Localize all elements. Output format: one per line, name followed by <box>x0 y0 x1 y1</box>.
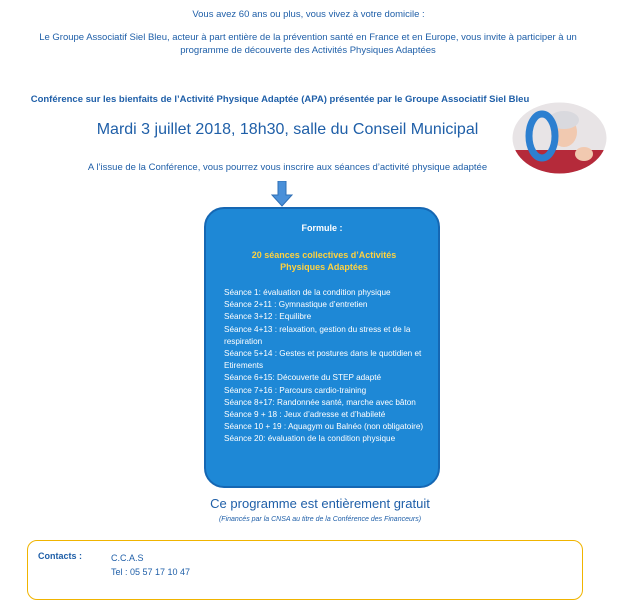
session-list <box>224 287 430 446</box>
intro-line-2: Le Groupe Associatif Siel Bleu, acteur à part entière de la prévention santé en France et en Europe, vous invite à participer à un programme de découverte des Activités Physiques Adaptées <box>39 32 577 56</box>
formule-subtitle: 20 séances collectives d’Activités Physiques Adaptées <box>251 250 397 272</box>
free-program-text: Ce programme est entièrement gratuit <box>210 496 430 511</box>
conference-date: Mardi 3 juillet 2018, 18h30, salle du Conseil Municipal <box>96 121 479 138</box>
session-item: Séance 6+15: Découverte du STEP adapté <box>224 373 382 383</box>
formule-title: Formule : <box>301 223 343 233</box>
session-item: Séance 2+11 : Gymnastique d’entretien <box>224 300 368 310</box>
session-item: Séance 9 + 18 : Jeux d’adresse et d’habileté <box>224 410 386 420</box>
session-item: Séance 8+17: Randonnée santé, marche avec bâton <box>224 397 416 407</box>
contact-phone: Tel : 05 57 17 10 47 <box>111 567 191 577</box>
session-item: Séance 4+13 : relaxation, gestion du stress et de la respiration <box>224 324 411 346</box>
financing-note: (Financés par la CNSA au titre de la Conférence des Financeurs) <box>218 516 422 523</box>
intro-line-1: Vous avez 60 ans ou plus, vous vivez à votre domicile : <box>192 9 425 20</box>
session-item: Séance 3+12 : Equilibre <box>224 312 312 322</box>
contacts-label: Contacts : <box>38 551 83 561</box>
contacts-box <box>27 540 583 600</box>
down-arrow-icon <box>271 181 293 207</box>
formule-box <box>204 207 440 488</box>
session-item: Séance 7+16 : Parcours cardio-training <box>224 385 367 395</box>
session-item: Séance 1: évaluation de la condition physique <box>224 288 391 297</box>
contacts-details <box>111 551 190 579</box>
registration-note: A l’issue de la Conférence, vous pourrez vous inscrire aux séances d’activité physique adaptée <box>87 162 488 173</box>
session-item: Séance 5+14 : Gestes et postures dans le quotidien et Etirements <box>224 349 422 371</box>
session-item: Séance 10 + 19 : Aquagym ou Balnéo (non obligatoire) <box>224 422 424 432</box>
session-item: Séance 20: évaluation de la condition physique <box>224 434 396 444</box>
contact-org: C.C.A.S <box>111 553 144 563</box>
conference-title: Conférence sur les bienfaits de l’Activité Physique Adaptée (APA) présentée par le Groupe Associatif Siel Bleu <box>30 94 530 105</box>
